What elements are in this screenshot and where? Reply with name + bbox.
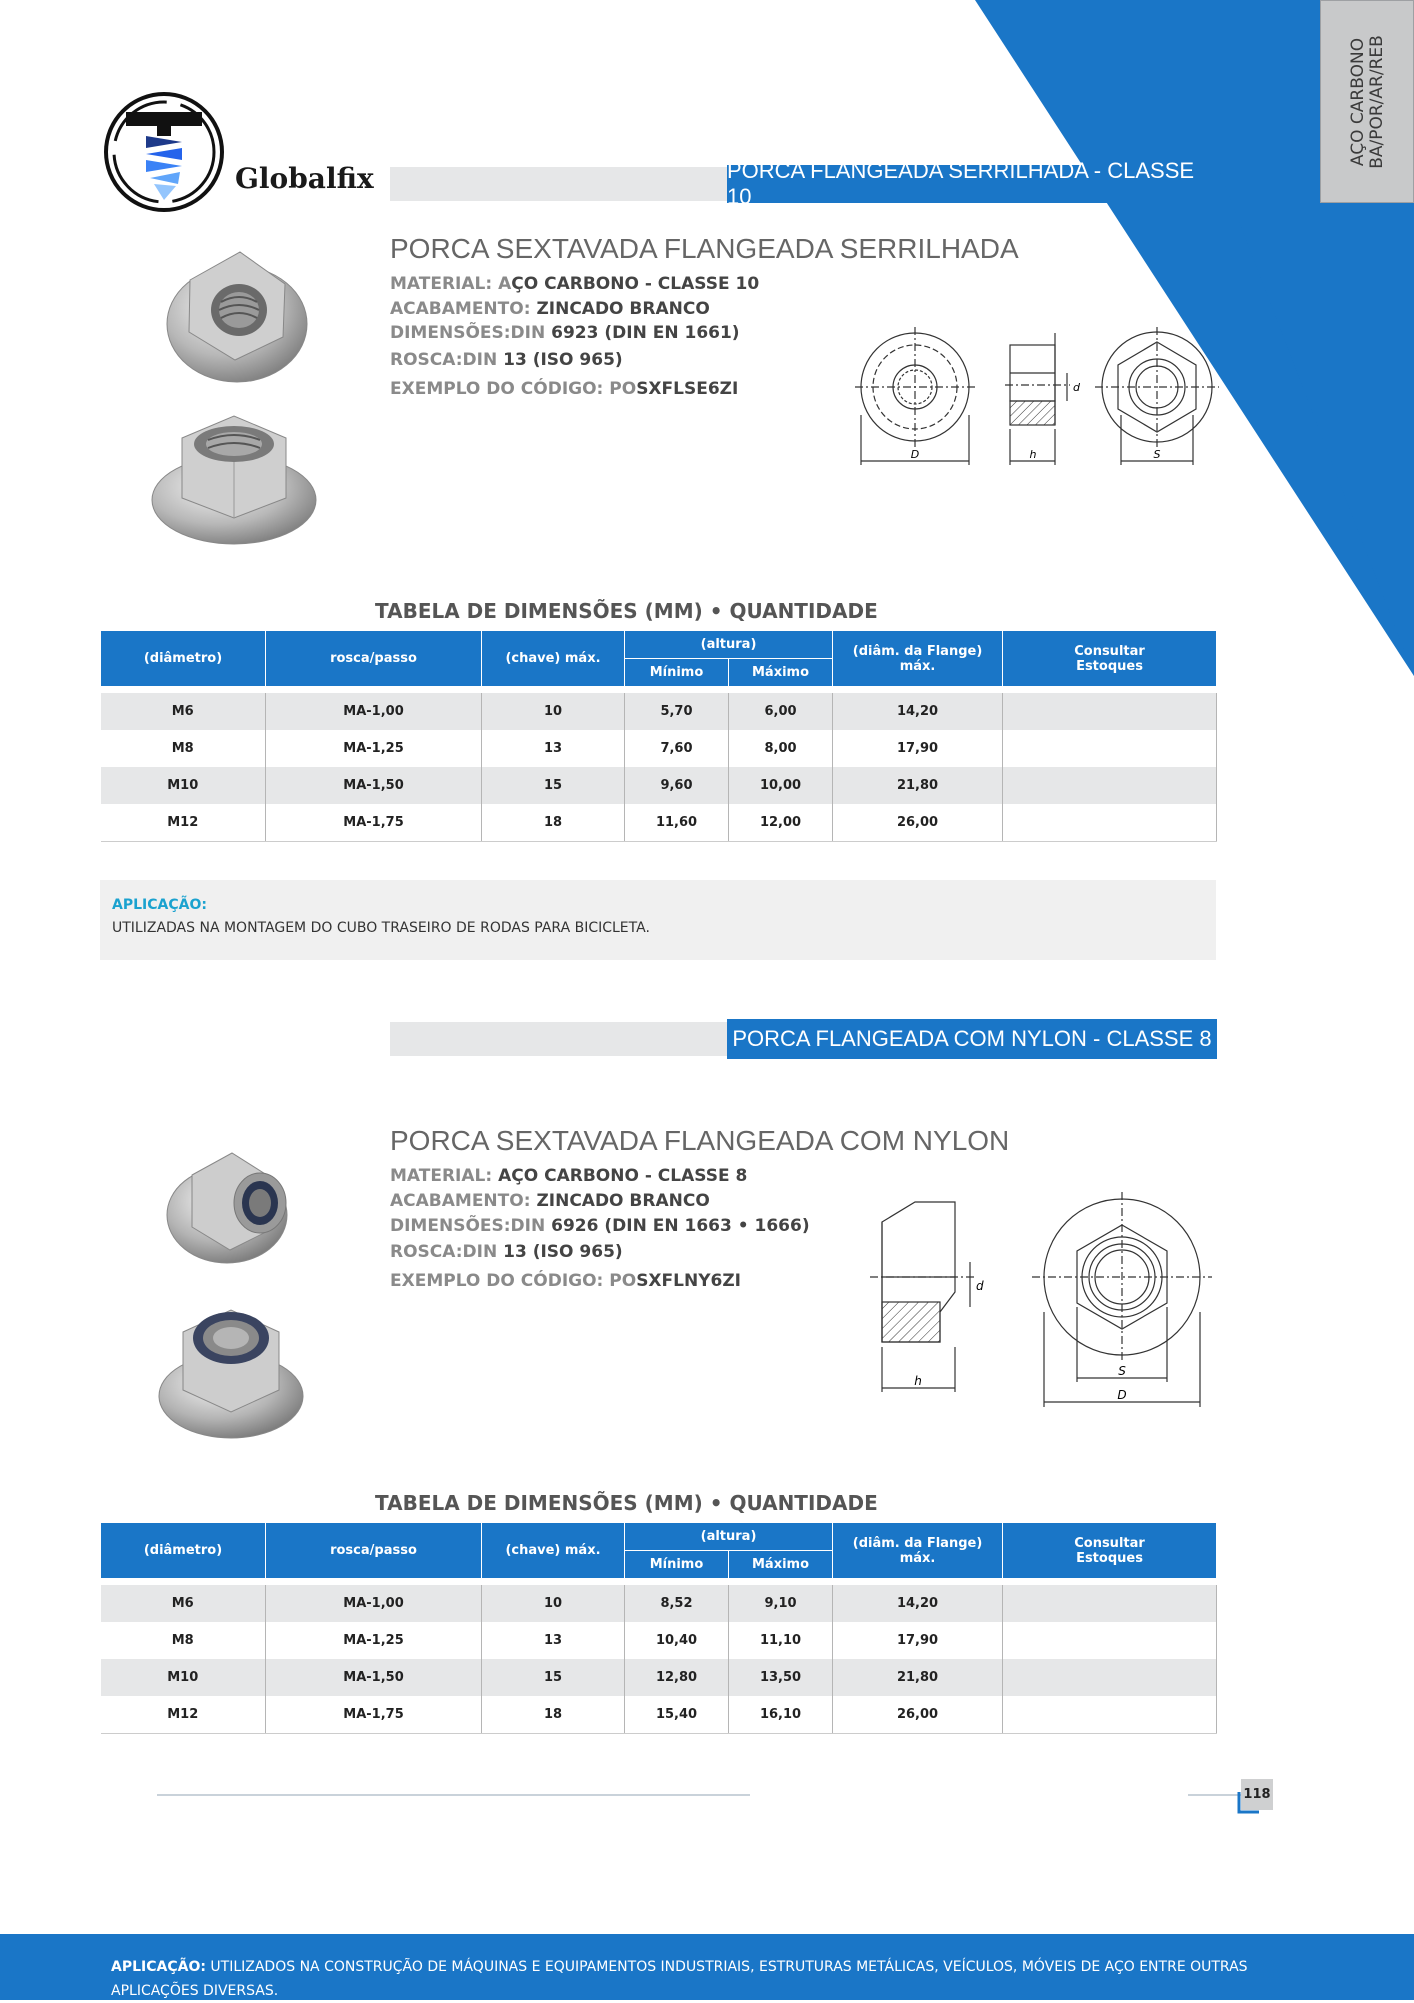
section1-dimension-table [100, 631, 1217, 842]
table-row: M12 MA-1,75 18 15,40 16,10 26,00 [101, 1696, 1217, 1734]
header-minimo: Mínimo [625, 1551, 729, 1579]
brand-name: Globalfix [235, 162, 374, 195]
section1-code-example: EXEMPLO DO CÓDIGO: POSXFLSE6ZI [390, 379, 739, 399]
header-diametro: (diâmetro) [101, 1523, 266, 1578]
section1-product-title: PORCA SEXTAVADA FLANGEADA SERRILHADA [390, 233, 1019, 264]
page-number-rule [155, 1790, 1275, 1820]
section1-application-text: UTILIZADAS NA MONTAGEM DO CUBO TRASEIRO DE RODAS PARA BICICLETA. [112, 920, 650, 936]
section2-table-title: TABELA DE DIMENSÕES (MM) • QUANTIDADE [375, 1491, 878, 1515]
table-row: M12 MA-1,75 18 11,60 12,00 26,00 [101, 804, 1217, 842]
section1-table-title: TABELA DE DIMENSÕES (MM) • QUANTIDADE [375, 599, 878, 623]
section1-application-label: APLICAÇÃO: [112, 897, 207, 913]
section2-code-example: EXEMPLO DO CÓDIGO: POSXFLNY6ZI [390, 1271, 742, 1291]
footer-application-text: APLICAÇÃO: UTILIZADOS NA CONSTRUÇÃO DE MÁQUINAS E EQUIPAMENTOS INDUSTRIAIS, ESTRUTURAS METÁLICAS, VEÍCULOS, MÓVEIS DE AÇO ENTRE OUTRAS APLICAÇÕES DIVERSAS. [111, 1959, 1248, 1999]
section1-label-s: S [1153, 448, 1161, 461]
header-diametro: (diâmetro) [101, 631, 266, 686]
nylon-flange-nut-photo-bottom [155, 1298, 307, 1443]
section2-thread: ROSCA:DIN 13 (ISO 965) [390, 1242, 623, 1262]
header-rosca: rosca/passo [266, 631, 482, 686]
section1-dimensions: DIMENSÕES:DIN 6923 (DIN EN 1661) [390, 323, 740, 343]
section2-technical-drawing [860, 1192, 1220, 1412]
table-row: M10 MA-1,50 15 12,80 13,50 21,80 [101, 1659, 1217, 1696]
section1-band-grey [390, 167, 727, 201]
side-category-label: AÇO CARBONO BA/POR/AR/REB [1348, 35, 1387, 169]
header-chave: (chave) máx. [482, 1523, 625, 1578]
section1-finish: ACABAMENTO: ZINCADO BRANCO [390, 299, 710, 319]
header-maximo: Máximo [729, 1551, 833, 1579]
serrated-flange-nut-photo-top [155, 232, 310, 392]
header-consultar-estoques: Consultar Estoques [1003, 1523, 1217, 1578]
header-flange: (diâm. da Flange) máx. [833, 631, 1003, 686]
section2-label-h: h [914, 1374, 922, 1388]
header-flange: (diâm. da Flange) máx. [833, 1523, 1003, 1578]
serrated-flange-nut-photo-bottom [148, 408, 320, 548]
section2-label-d-flange: D [1117, 1388, 1127, 1402]
table-row: M10 MA-1,50 15 9,60 10,00 21,80 [101, 767, 1217, 804]
section1-application-box [100, 880, 1216, 960]
header-altura: (altura) [625, 1523, 833, 1551]
section2-band-title: PORCA FLANGEADA COM NYLON - CLASSE 8 [727, 1019, 1217, 1059]
header-altura: (altura) [625, 631, 833, 659]
table-row: M8 MA-1,25 13 10,40 11,10 17,90 [101, 1622, 1217, 1659]
section1-label-d-flange: D [910, 448, 920, 461]
section1-technical-drawing [855, 325, 1225, 470]
header-consultar-estoques: Consultar Estoques [1003, 631, 1217, 686]
section1-label-h: h [1029, 448, 1037, 461]
section1-label-d: d [1073, 381, 1080, 394]
section2-material: MATERIAL: AÇO CARBONO - CLASSE 8 [390, 1166, 748, 1186]
section2-product-title: PORCA SEXTAVADA FLANGEADA COM NYLON [390, 1125, 1010, 1156]
section1-band-title: PORCA FLANGEADA SERRILHADA - CLASSE 10 [727, 165, 1217, 203]
section1-thread: ROSCA:DIN 13 (ISO 965) [390, 350, 623, 370]
header-maximo: Máximo [729, 659, 833, 687]
side-category-tab [1320, 0, 1414, 203]
section2-finish: ACABAMENTO: ZINCADO BRANCO [390, 1191, 710, 1211]
section1-material: MATERIAL: AÇO CARBONO - CLASSE 10 [390, 274, 760, 294]
section2-label-s: S [1118, 1364, 1126, 1378]
section2-dimension-table [100, 1523, 1217, 1734]
globalfix-logo-icon [102, 90, 226, 214]
section2-dimensions: DIMENSÕES:DIN 6926 (DIN EN 1663 • 1666) [390, 1216, 810, 1236]
header-rosca: rosca/passo [266, 1523, 482, 1578]
footer-bar [0, 1934, 1414, 2000]
table-row: M6 MA-1,00 10 5,70 6,00 14,20 [101, 693, 1217, 730]
section2-band-grey [390, 1022, 727, 1056]
table-row: M8 MA-1,25 13 7,60 8,00 17,90 [101, 730, 1217, 767]
page-number: 118 [1241, 1779, 1273, 1810]
nylon-flange-nut-photo-top [162, 1135, 302, 1270]
table-row: M6 MA-1,00 10 8,52 9,10 14,20 [101, 1585, 1217, 1622]
header-minimo: Mínimo [625, 659, 729, 687]
section2-label-d: d [976, 1279, 984, 1293]
header-chave: (chave) máx. [482, 631, 625, 686]
